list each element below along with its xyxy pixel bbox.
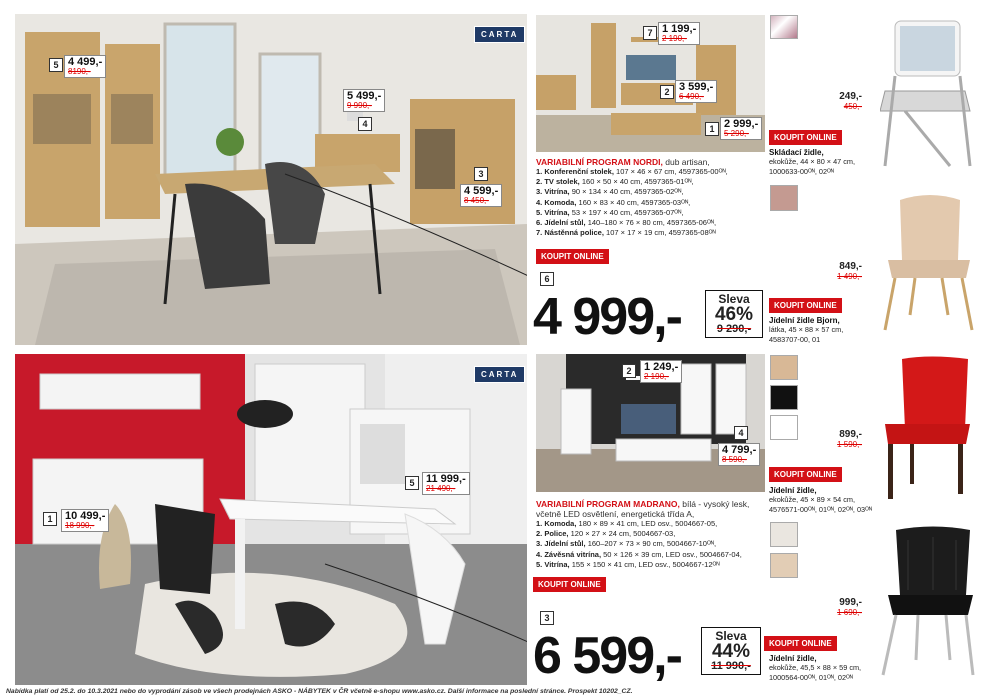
- item-spec: 107 × 17 × 19 cm, 4597365-08ᴼᴺ: [603, 228, 716, 238]
- tag-price: 4 599,-: [464, 185, 499, 197]
- chair-name: Jídelní židle,: [769, 654, 817, 663]
- tag-price: 4 799,-: [722, 444, 757, 456]
- chair-code: 4576571-00ᴼᴺ, 01ᴼᴺ, 02ᴼᴺ, 03ᴼᴺ: [769, 504, 872, 514]
- price-tag: [640, 360, 682, 383]
- buy-online-button[interactable]: KOUPIT ONLINE: [764, 636, 837, 651]
- item-name: 3. Jídelní stůl,: [536, 539, 586, 549]
- list-item: [536, 550, 768, 560]
- madrano-title-main: VARIABILNÍ PROGRAM MADRANO,: [536, 499, 680, 509]
- chair-name: Jídelní židle Bjorn,: [769, 316, 840, 325]
- madrano-title-rest: bílá - vysoký lesk, včetně LED osvětlení, energetická třída A,: [536, 499, 750, 519]
- color-swatch[interactable]: [770, 553, 798, 578]
- item-name: 4. Závěsná vitrína,: [536, 549, 602, 559]
- black-dining-chair-image: [878, 525, 978, 685]
- item-name: 7. Nástěnná police,: [536, 228, 604, 238]
- item-name: 4. Komoda,: [536, 197, 577, 207]
- discount-label: Sleva: [718, 292, 750, 306]
- tag-price: 10 499,-: [65, 510, 106, 522]
- color-swatch[interactable]: [770, 185, 798, 211]
- discount-badge: [701, 627, 761, 675]
- item-name: 5. Vitrína,: [536, 559, 570, 569]
- discount-value: 46%: [714, 304, 754, 325]
- color-swatch[interactable]: [770, 15, 798, 39]
- list-item: [536, 529, 768, 539]
- color-swatch[interactable]: [770, 415, 798, 440]
- tag-number: 1: [43, 512, 57, 526]
- tag-old-price: 8 450,-: [464, 196, 489, 205]
- discount-old-price: 11 990,-: [711, 660, 751, 672]
- item-spec: 50 × 126 × 39 cm, LED osv., 5004667-04,: [601, 549, 742, 559]
- item-name: 1. Komoda,: [536, 519, 577, 528]
- chair-description: [769, 486, 881, 514]
- tag-number: 5: [405, 476, 419, 490]
- chair-description: [769, 316, 879, 344]
- chair-price: [815, 598, 862, 617]
- tag-number: 5: [49, 58, 63, 72]
- tag-old-price: 18 990,-: [65, 521, 95, 530]
- item-spec: 120 × 27 × 24 cm, 5004667-03,: [568, 529, 676, 539]
- item-spec: 160 × 83 × 40 cm, 4597365-03ᴼᴺ,: [576, 197, 691, 207]
- list-item: [536, 519, 768, 529]
- bjorn-chair-image: [880, 190, 975, 340]
- list-item: [536, 187, 768, 197]
- price-tag: [61, 509, 109, 532]
- item-name: 1. Konferenční stolek,: [536, 167, 614, 176]
- list-item: [536, 167, 768, 177]
- tag-number: 2: [622, 364, 636, 378]
- nordi-description: [536, 157, 768, 238]
- price-tag: [658, 22, 700, 45]
- chair-price-value: 899,-: [839, 429, 862, 440]
- chair-code: 1000633-00ᴼᴺ, 02ᴼᴺ: [769, 166, 834, 176]
- tag-price: 2 999,-: [724, 118, 759, 130]
- tag-old-price: 5 290,-: [724, 129, 749, 138]
- carta-logo: CARTA: [474, 26, 525, 43]
- tag-old-price: 2 190,-: [644, 372, 669, 381]
- tag-old-price: 21 490,-: [426, 484, 456, 493]
- price-tag: [64, 55, 106, 78]
- list-item: [536, 218, 768, 228]
- nordi-title: [536, 157, 768, 167]
- tag-price: 4 499,-: [68, 56, 103, 68]
- color-swatch[interactable]: [770, 355, 798, 380]
- nordi-title-main: VARIABILNÍ PROGRAM NORDI,: [536, 157, 663, 167]
- tag-number: 4: [358, 117, 372, 131]
- chair-price-value: 849,-: [839, 261, 862, 272]
- discount-badge: [705, 290, 763, 338]
- chair-price: [815, 430, 862, 449]
- item-spec: 155 × 150 × 41 cm, LED osv., 5004667-12ᴼᴺ: [569, 559, 720, 569]
- chair-name: Skládací židle,: [769, 148, 824, 157]
- item-spec: 180 × 89 × 41 cm, LED osv., 5004667-05,: [576, 519, 718, 528]
- buy-online-button[interactable]: KOUPIT ONLINE: [536, 249, 609, 264]
- chair-old-price: 1 690,-: [837, 607, 862, 617]
- chair-price: [815, 262, 862, 281]
- price-tag: [422, 472, 470, 495]
- buy-online-button[interactable]: KOUPIT ONLINE: [769, 298, 842, 313]
- chair-spec: ekokůže, 45,5 × 88 × 59 cm,: [769, 663, 862, 673]
- tag-price: 5 499,-: [347, 90, 382, 102]
- price-tag: [675, 80, 717, 103]
- item-name: 3. Vitrína,: [536, 187, 570, 197]
- chair-name: Jídelní židle,: [769, 486, 817, 495]
- item-spec: 53 × 197 × 40 cm, 4597365-07ᴼᴺ,: [569, 207, 684, 217]
- price-tag: [720, 117, 762, 140]
- chair-spec: ekokůže, 44 × 80 × 47 cm,: [769, 157, 855, 167]
- buy-online-button[interactable]: KOUPIT ONLINE: [769, 130, 842, 145]
- list-item: [536, 198, 768, 208]
- tag-number: 4: [734, 426, 748, 440]
- chair-price: [820, 92, 862, 111]
- buy-online-button[interactable]: KOUPIT ONLINE: [533, 577, 606, 592]
- chair-spec: ekokůže, 45 × 89 × 54 cm,: [769, 495, 855, 505]
- list-item: [536, 228, 768, 238]
- chair-old-price: 450,-: [843, 101, 862, 111]
- item-name: 5. Vitrína,: [536, 207, 570, 217]
- item-spec: 160–207 × 73 × 90 cm, 5004667-10ᴼᴺ,: [585, 539, 717, 549]
- tag-old-price: 2 190,-: [662, 34, 687, 43]
- discount-label: Sleva: [715, 629, 747, 643]
- nordi-item-list: [536, 167, 768, 238]
- buy-online-button[interactable]: KOUPIT ONLINE: [769, 467, 842, 482]
- footer-note: Nabídka platí od 25.2. do 10.3.2021 nebo do vyprodání zásob ve všech prodejnách ASKO - NÁBYTEK v ČR včetně e-shopu www.asko.cz. Další informace na poslední stránce. Prospekt 10202_CZ.: [6, 688, 633, 695]
- tag-number: 6: [540, 272, 554, 286]
- tag-number: 7: [643, 26, 657, 40]
- chair-price-value: 999,-: [839, 597, 862, 608]
- tag-price: 3 599,-: [679, 81, 714, 93]
- chair-code: 4583707-00, 01: [769, 334, 821, 344]
- color-swatch[interactable]: [770, 522, 798, 547]
- item-spec: 90 × 134 × 40 cm, 4597365-02ᴼᴺ,: [569, 187, 684, 197]
- item-name: 6. Jídelní stůl,: [536, 218, 586, 228]
- tag-old-price: 8190,-: [68, 67, 91, 76]
- carta-logo: CARTA: [474, 366, 525, 383]
- chair-code: 1000564-00ᴼᴺ, 01ᴼᴺ, 02ᴼᴺ: [769, 672, 853, 682]
- list-item: [536, 208, 768, 218]
- item-name: 2. TV stolek,: [536, 177, 580, 187]
- tag-price: 11 999,-: [426, 473, 466, 485]
- nordi-big-price: 4 999,-: [533, 288, 681, 346]
- list-item: [536, 177, 768, 187]
- item-spec: 160 × 50 × 40 cm, 4597365-01ᴼᴺ,: [579, 177, 694, 187]
- discount-value: 44%: [711, 641, 751, 662]
- tag-old-price: 8 590,-: [722, 455, 747, 464]
- chair-description: [769, 148, 879, 176]
- tag-old-price: 9 990,-: [347, 101, 372, 110]
- price-tag: [460, 184, 502, 207]
- tag-number: 1: [705, 122, 719, 136]
- tag-old-price: 6 490,-: [679, 92, 704, 101]
- chair-price-value: 249,-: [839, 91, 862, 102]
- color-swatch[interactable]: [770, 385, 798, 410]
- chair-description: [769, 654, 881, 682]
- tag-price: 1 249,-: [644, 361, 679, 373]
- chair-old-price: 1 490,-: [837, 271, 862, 281]
- red-dining-chair-image: [880, 354, 975, 504]
- item-name: 2. Police,: [536, 529, 569, 539]
- discount-old-price: 9 290,-: [716, 323, 752, 335]
- folding-chair-image: [880, 16, 975, 176]
- madrano-description: [536, 499, 768, 570]
- chair-spec: látka, 45 × 88 × 57 cm,: [769, 325, 844, 335]
- price-tag: [343, 89, 385, 112]
- item-spec: 107 × 46 × 67 cm, 4597365-00ᴼᴺ,: [613, 167, 728, 176]
- item-spec: 140–180 × 76 × 80 cm, 4597365-06ᴼᴺ,: [585, 218, 717, 228]
- chair-old-price: 1 590,-: [837, 439, 862, 449]
- list-item: [536, 560, 768, 570]
- list-item: [536, 539, 768, 549]
- tag-number: 3: [540, 611, 554, 625]
- price-tag: [718, 443, 760, 466]
- tag-number: 3: [474, 167, 488, 181]
- tag-number: 2: [660, 85, 674, 99]
- tag-price: 1 199,-: [662, 23, 697, 35]
- madrano-big-price: 6 599,-: [533, 627, 681, 685]
- nordi-title-rest: dub artisan,: [662, 157, 710, 167]
- madrano-title: [536, 499, 768, 519]
- madrano-item-list: [536, 519, 768, 570]
